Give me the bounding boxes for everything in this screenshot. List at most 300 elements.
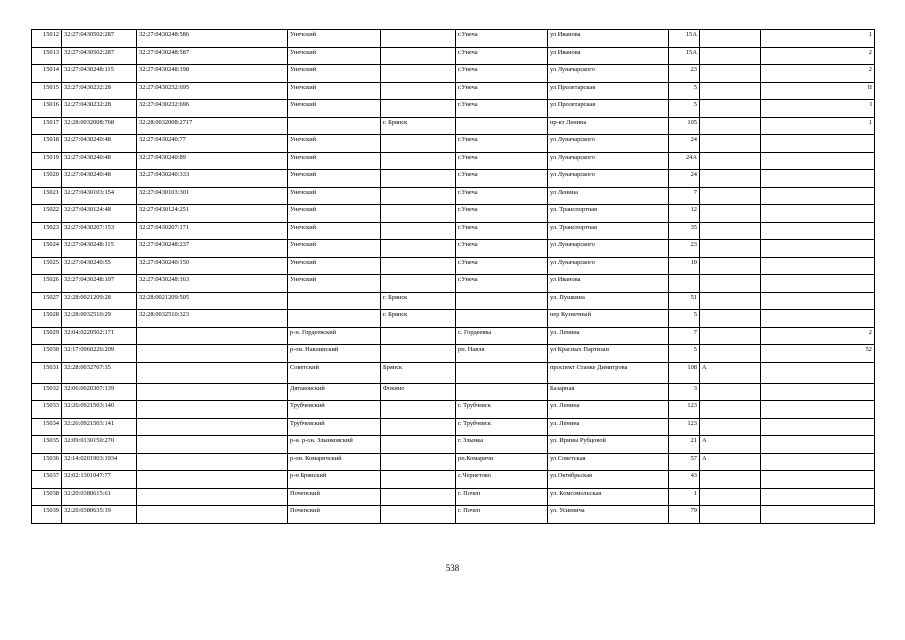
settlement-cell [456,383,548,401]
city-cell [381,187,456,205]
house-number-cell: 51 [669,292,700,310]
row-number-cell: 15023 [32,222,62,240]
city-cell [381,418,456,436]
premises-number-cell [761,205,875,223]
premises-number-cell: 1 [761,30,875,48]
row-number-cell: 15038 [32,488,62,506]
house-number-cell: 24А [669,152,700,170]
settlement-cell: с.Чернетово [456,471,548,489]
district-cell: Почепский [288,488,381,506]
table-row [32,471,875,489]
settlement-cell [456,310,548,328]
cadastral-number-cell: 32:28:0032510:29 [62,310,137,328]
cadastral-number-cell: 32:28:0032707:35 [62,362,137,383]
row-number-cell: 15037 [32,471,62,489]
cadastral-number-cell: 32:02:1301047:77 [62,471,137,489]
district-cell: Унечский [288,152,381,170]
cadastral-number-cell: 32:27:0430103:154 [62,187,137,205]
city-cell [381,100,456,118]
row-number-cell: 15031 [32,362,62,383]
table-row [32,362,875,383]
table-row [32,82,875,100]
city-cell [381,82,456,100]
street-cell: проспект Станке Димитрова [548,362,669,383]
letter-cell [700,135,761,153]
house-number-cell: 5 [669,310,700,328]
district-cell: Унечский [288,65,381,83]
city-cell [381,65,456,83]
district-cell: р-н. р-он. Злынковский [288,436,381,454]
city-cell: г. Брянск [381,117,456,135]
premises-number-cell [761,170,875,188]
settlement-cell: г.Унеча [456,65,548,83]
house-number-cell: 24 [669,135,700,153]
city-cell [381,453,456,471]
settlement-cell [456,362,548,383]
table-row [32,418,875,436]
house-number-cell: 19 [669,257,700,275]
cadastral-number-cell: 32:06:0020307:139 [62,383,137,401]
registry-table [31,29,875,524]
table-row [32,327,875,345]
settlement-cell: г.Унеча [456,82,548,100]
letter-cell [700,187,761,205]
district-cell: Дятьковский [288,383,381,401]
house-number-cell: 3 [669,383,700,401]
street-cell: ул Иванова [548,30,669,48]
letter-cell [700,401,761,419]
city-cell: г. Брянск [381,310,456,328]
letter-cell [700,506,761,524]
district-cell: Унечский [288,135,381,153]
street-cell: ул Луначарского [548,170,669,188]
street-cell: ул Иванова [548,275,669,293]
street-cell: ул Красных Партизан [548,345,669,363]
street-cell: ул Луначарского [548,240,669,258]
letter-cell [700,47,761,65]
house-number-cell: 23 [669,65,700,83]
premises-number-cell [761,310,875,328]
row-number-cell: 15025 [32,257,62,275]
street-cell: ул Луначарского [548,65,669,83]
house-number-cell: 1 [669,488,700,506]
row-number-cell: 15018 [32,135,62,153]
premises-number-cell: 2 [761,327,875,345]
house-number-cell: 105 [669,117,700,135]
premises-cadastral-number-cell [137,436,288,454]
premises-number-cell [761,362,875,383]
district-cell [288,117,381,135]
district-cell: Трубчевский [288,401,381,419]
settlement-cell: г.Унеча [456,222,548,240]
street-cell: ул Луначарского [548,257,669,275]
street-cell: ул Советская [548,453,669,471]
district-cell [288,310,381,328]
table-row [32,383,875,401]
city-cell [381,30,456,48]
letter-cell [700,471,761,489]
premises-cadastral-number-cell: 32:27:0430248:587 [137,47,288,65]
house-number-cell: 12 [669,205,700,223]
house-number-cell: 5 [669,82,700,100]
premises-number-cell: I [761,100,875,118]
table-row [32,275,875,293]
premises-cadastral-number-cell: 32:27:0430103:301 [137,187,288,205]
settlement-cell: г.Унеча [456,240,548,258]
district-cell: Советский [288,362,381,383]
city-cell [381,436,456,454]
city-cell [381,345,456,363]
letter-cell [700,310,761,328]
district-cell: Унечский [288,275,381,293]
premises-number-cell [761,488,875,506]
premises-number-cell [761,257,875,275]
row-number-cell: 15016 [32,100,62,118]
cadastral-number-cell: 32:27:0430248:107 [62,275,137,293]
premises-cadastral-number-cell [137,488,288,506]
table-row [32,152,875,170]
settlement-cell: г. Трубчевск [456,401,548,419]
settlement-cell: г.Унеча [456,257,548,275]
table-row [32,100,875,118]
cadastral-number-cell: 32:27:0430240:55 [62,257,137,275]
table-row [32,135,875,153]
house-number-cell: 35 [669,222,700,240]
city-cell [381,327,456,345]
cadastral-number-cell: 32:17:0960226:209 [62,345,137,363]
cadastral-number-cell: 32:28:0021209:28 [62,292,137,310]
district-cell: Унечский [288,240,381,258]
street-cell: ул. Транспортная [548,205,669,223]
district-cell: Унечский [288,205,381,223]
letter-cell [700,418,761,436]
city-cell [381,240,456,258]
cadastral-number-cell: 32:27:0430240:48 [62,152,137,170]
street-cell: ул. Усиевича [548,506,669,524]
premises-number-cell [761,471,875,489]
letter-cell [700,82,761,100]
cadastral-number-cell: 32:20:0380615:61 [62,488,137,506]
premises-cadastral-number-cell [137,362,288,383]
house-number-cell: 108 [669,362,700,383]
cadastral-number-cell: 32:28:0032008:768 [62,117,137,135]
letter-cell [700,257,761,275]
premises-cadastral-number-cell [137,453,288,471]
city-cell: г. Брянск [381,292,456,310]
house-number-cell: 15А [669,30,700,48]
district-cell [288,292,381,310]
cadastral-number-cell: 32:27:0430124:48 [62,205,137,223]
street-cell: ул Луначарского [548,135,669,153]
premises-cadastral-number-cell [137,327,288,345]
row-number-cell: 15032 [32,383,62,401]
cadastral-number-cell: 32:27:0430207:153 [62,222,137,240]
street-cell: ул Ленина [548,187,669,205]
settlement-cell: г.Унеча [456,275,548,293]
letter-cell: А [700,436,761,454]
premises-cadastral-number-cell: 32:28:0032510:323 [137,310,288,328]
letter-cell: А [700,453,761,471]
district-cell: Унечский [288,82,381,100]
premises-cadastral-number-cell: 32:27:0430207:171 [137,222,288,240]
premises-cadastral-number-cell [137,345,288,363]
row-number-cell: 15015 [32,82,62,100]
street-cell: Базарная [548,383,669,401]
settlement-cell [456,292,548,310]
city-cell [381,506,456,524]
settlement-cell: рп.Комаричи [456,453,548,471]
cadastral-number-cell: 32:27:0430502:287 [62,30,137,48]
city-cell [381,152,456,170]
premises-number-cell [761,418,875,436]
letter-cell [700,292,761,310]
house-number-cell: 21 [669,436,700,454]
premises-cadastral-number-cell [137,383,288,401]
settlement-cell: г.Унеча [456,100,548,118]
cadastral-number-cell: 32:26:0921503:141 [62,418,137,436]
cadastral-number-cell: 32:27:0430248:115 [62,240,137,258]
letter-cell [700,170,761,188]
city-cell [381,47,456,65]
premises-cadastral-number-cell: 32:27:0430240:89 [137,152,288,170]
street-cell: пер Кузнечный [548,310,669,328]
street-cell: ул Пролетарская [548,82,669,100]
table-row [32,436,875,454]
page-number: 538 [445,563,460,573]
settlement-cell: г.Унеча [456,170,548,188]
table-row [32,187,875,205]
letter-cell [700,345,761,363]
row-number-cell: 15019 [32,152,62,170]
row-number-cell: 15039 [32,506,62,524]
district-cell: Унечский [288,47,381,65]
house-number-cell: 123 [669,418,700,436]
row-number-cell: 15024 [32,240,62,258]
city-cell: Фокино [381,383,456,401]
letter-cell [700,100,761,118]
premises-number-cell: II [761,82,875,100]
table-row [32,65,875,83]
street-cell: ул. Ленина [548,401,669,419]
premises-cadastral-number-cell: 32:27:0430248:198 [137,65,288,83]
street-cell: ул Иванова [548,47,669,65]
letter-cell [700,65,761,83]
premises-number-cell [761,152,875,170]
table-row [32,240,875,258]
letter-cell [700,240,761,258]
letter-cell: А [700,362,761,383]
premises-cadastral-number-cell: 32:27:0430248:586 [137,30,288,48]
premises-cadastral-number-cell: 32:27:0430232:695 [137,82,288,100]
premises-cadastral-number-cell: 32:27:0430240:333 [137,170,288,188]
premises-number-cell [761,135,875,153]
city-cell [381,488,456,506]
row-number-cell: 15027 [32,292,62,310]
house-number-cell: 123 [669,401,700,419]
premises-number-cell [761,292,875,310]
row-number-cell: 15013 [32,47,62,65]
district-cell: Трубчевский [288,418,381,436]
table-row [32,117,875,135]
table-row [32,453,875,471]
district-cell: р-он. Комаричский [288,453,381,471]
city-cell [381,205,456,223]
row-number-cell: 15022 [32,205,62,223]
row-number-cell: 15026 [32,275,62,293]
city-cell [381,222,456,240]
premises-cadastral-number-cell [137,418,288,436]
house-number-cell: 23 [669,240,700,258]
row-number-cell: 15036 [32,453,62,471]
city-cell: Брянск [381,362,456,383]
street-cell: пр-кт Ленина [548,117,669,135]
premises-number-cell [761,506,875,524]
cadastral-number-cell: 32:27:0430240:48 [62,135,137,153]
city-cell [381,401,456,419]
settlement-cell: с. Гордеевка [456,327,548,345]
house-number-cell: 79 [669,506,700,524]
street-cell: ул Луначарского [548,152,669,170]
city-cell [381,257,456,275]
settlement-cell [456,117,548,135]
table-row [32,222,875,240]
registry-rows [32,30,875,524]
settlement-cell: г.Унеча [456,187,548,205]
district-cell: Почепский [288,506,381,524]
premises-number-cell [761,187,875,205]
house-number-cell: 5 [669,345,700,363]
cadastral-number-cell: 32:04:0220502:171 [62,327,137,345]
cadastral-number-cell: 32:27:0430248:115 [62,65,137,83]
premises-number-cell [761,222,875,240]
street-cell: ул. Ленина [548,418,669,436]
city-cell [381,170,456,188]
settlement-cell: г. Почеп [456,506,548,524]
letter-cell [700,222,761,240]
settlement-cell: г. Злынка [456,436,548,454]
street-cell: ул.Октябрьская [548,471,669,489]
letter-cell [700,383,761,401]
table-row [32,488,875,506]
house-number-cell: 43 [669,471,700,489]
premises-cadastral-number-cell: 32:27:0430248:237 [137,240,288,258]
premises-cadastral-number-cell: 32:28:0021209:505 [137,292,288,310]
premises-cadastral-number-cell: 32:27:0430240:77 [137,135,288,153]
district-cell: р-н Брянский [288,471,381,489]
premises-number-cell: 2 [761,65,875,83]
house-number-cell [669,275,700,293]
cadastral-number-cell: 32:26:0921503:140 [62,401,137,419]
row-number-cell: 15021 [32,187,62,205]
settlement-cell: г.Унеча [456,30,548,48]
district-cell: Унечский [288,222,381,240]
letter-cell [700,205,761,223]
district-cell: Унечский [288,100,381,118]
street-cell: ул. Ленина [548,327,669,345]
premises-cadastral-number-cell [137,506,288,524]
settlement-cell: г. Трубчевск [456,418,548,436]
settlement-cell: г. Почеп [456,488,548,506]
cadastral-number-cell: 32:27:0430502:287 [62,47,137,65]
premises-cadastral-number-cell: 32:27:0430124:251 [137,205,288,223]
row-number-cell: 15035 [32,436,62,454]
house-number-cell: 24 [669,170,700,188]
city-cell [381,135,456,153]
cadastral-number-cell: 32:27:0430240:48 [62,170,137,188]
letter-cell [700,117,761,135]
premises-number-cell: 52 [761,345,875,363]
house-number-cell: 5 [669,100,700,118]
district-cell: Унечский [288,30,381,48]
table-row [32,205,875,223]
row-number-cell: 15028 [32,310,62,328]
letter-cell [700,488,761,506]
settlement-cell: г.Унеча [456,205,548,223]
cadastral-number-cell: 32:27:0430232:28 [62,100,137,118]
street-cell: ул. Ирины Рубцовой [548,436,669,454]
letter-cell [700,327,761,345]
street-cell: ул. Комсомольская [548,488,669,506]
row-number-cell: 15029 [32,327,62,345]
house-number-cell: 7 [669,187,700,205]
premises-number-cell [761,383,875,401]
letter-cell [700,30,761,48]
cadastral-number-cell: 32:09:0130150:270 [62,436,137,454]
letter-cell [700,152,761,170]
district-cell: р-он. Навлинский [288,345,381,363]
table-row [32,292,875,310]
premises-number-cell [761,453,875,471]
district-cell: Унечский [288,187,381,205]
house-number-cell: 57 [669,453,700,471]
settlement-cell: г.Унеча [456,152,548,170]
premises-number-cell: 1 [761,117,875,135]
row-number-cell: 15034 [32,418,62,436]
table-row [32,401,875,419]
street-cell: ул. Пушкина [548,292,669,310]
house-number-cell: 15А [669,47,700,65]
settlement-cell: г.Унеча [456,135,548,153]
premises-cadastral-number-cell: 32:27:0430232:696 [137,100,288,118]
premises-number-cell [761,401,875,419]
table-row [32,30,875,48]
premises-cadastral-number-cell: 32:28:0032008:2717 [137,117,288,135]
row-number-cell: 15030 [32,345,62,363]
table-row [32,47,875,65]
cadastral-number-cell: 32:27:0430232:28 [62,82,137,100]
row-number-cell: 15014 [32,65,62,83]
table-row [32,310,875,328]
table-row [32,170,875,188]
house-number-cell: 7 [669,327,700,345]
street-cell: ул. Транспортная [548,222,669,240]
letter-cell [700,275,761,293]
settlement-cell: рп. Навля [456,345,548,363]
row-number-cell: 15012 [32,30,62,48]
row-number-cell: 15017 [32,117,62,135]
row-number-cell: 15020 [32,170,62,188]
settlement-cell: г.Унеча [456,47,548,65]
table-row [32,506,875,524]
district-cell: Унечский [288,170,381,188]
city-cell [381,275,456,293]
table-row [32,345,875,363]
premises-cadastral-number-cell: 32:27:0430248:163 [137,275,288,293]
district-cell: р-н. Гордеевский [288,327,381,345]
table-row [32,257,875,275]
premises-cadastral-number-cell [137,471,288,489]
cadastral-number-cell: 32:20:0380635:19 [62,506,137,524]
